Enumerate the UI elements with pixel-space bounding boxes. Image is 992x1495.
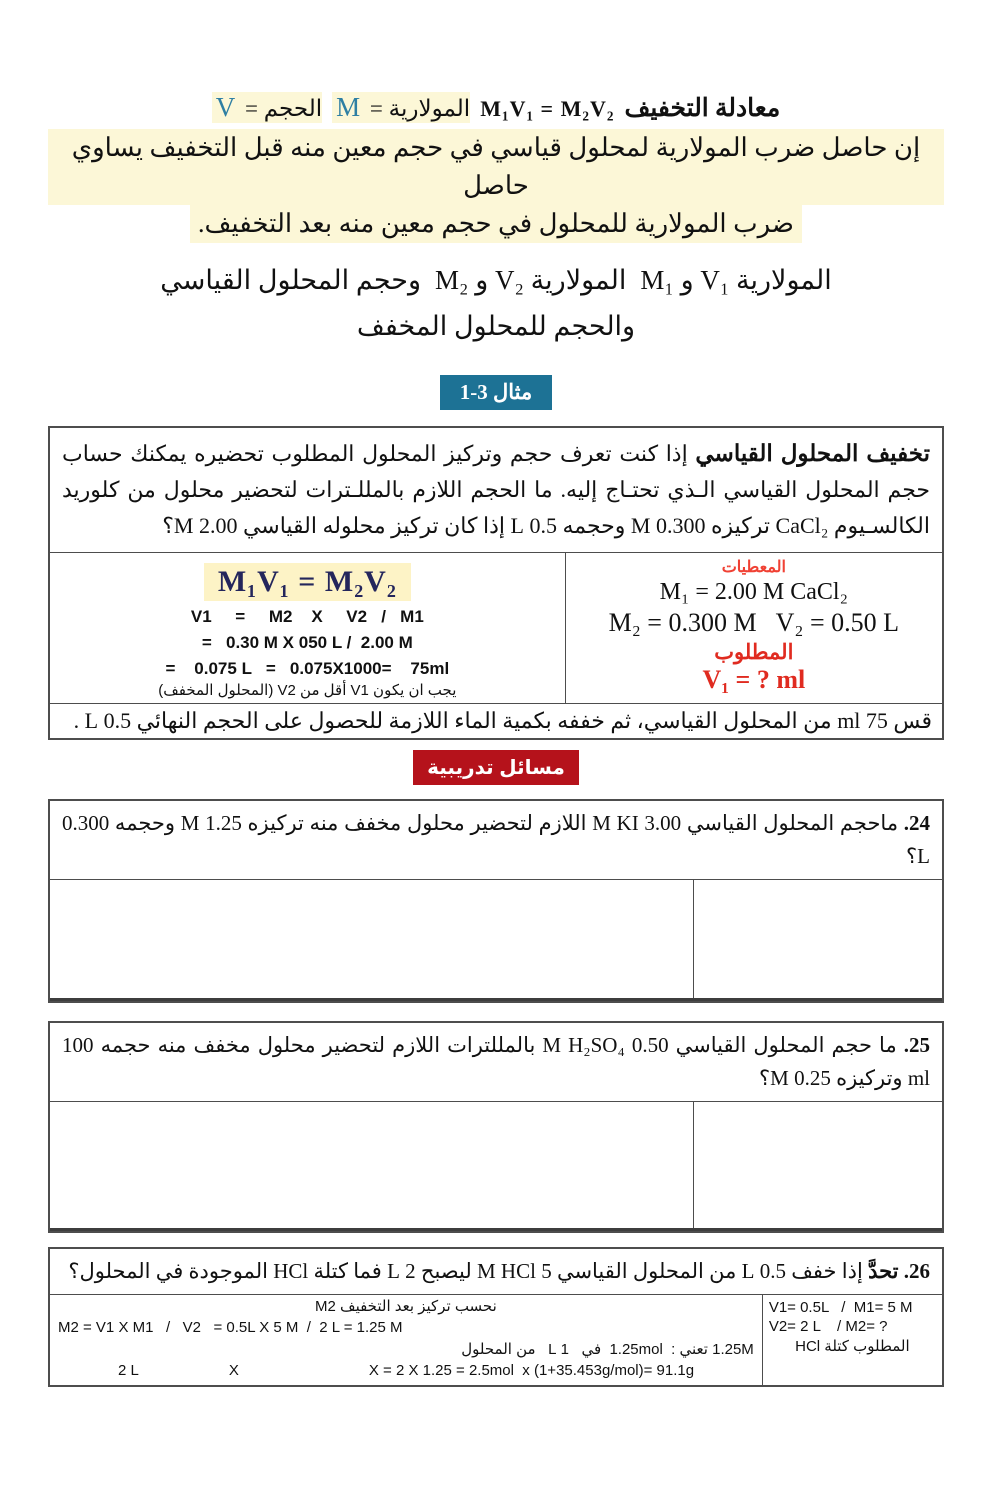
problem-26-work-cell [50, 1295, 762, 1385]
p26-work-line-2: M2 = V1 X M1 / V2 = 0.5L X 5 M / 2 L = 1.25 M [58, 1319, 403, 1336]
variables-segment-m2v2: M₂ و V₂ المولارية [435, 265, 627, 295]
required-title: المطلوب [714, 640, 794, 664]
problem-24-number: 24. [903, 811, 931, 835]
page-title: معادلة التخفيف [624, 95, 781, 122]
molarity-definition [332, 92, 470, 123]
dilution-formula-highlighted: M₁V₁ = M₂V₂ [204, 563, 411, 601]
problem-25-answer-area [50, 1101, 942, 1231]
given-2: M₂ = 0.300 M V₂ = 0.50 L [608, 608, 900, 637]
problem-26-challenge-label: تحدَّ [868, 1259, 899, 1283]
p26-work-line-1: نحسب تركيز بعد التخفيف M2 [315, 1298, 497, 1315]
definition-paragraph [48, 129, 944, 243]
problem-26-text: إذا خفف 0.5 L من المحلول القياسي 5 M HCl ليصبح 2 L فما كتلة HCl الموجودة في المحلول؟ [68, 1259, 869, 1283]
volume-symbol: V [215, 92, 236, 122]
p26-work-line-4 [58, 1362, 754, 1379]
variables-segment-m1v1: M₁ و V₁ المولارية [640, 265, 832, 295]
volume-equals-label: = الحجم [245, 96, 323, 121]
problem-24-answer-area [50, 879, 942, 1001]
example-badge: مثال 3-1 [440, 375, 553, 410]
problem-25-number: 25. [903, 1033, 931, 1057]
problem-26-number: 26. [903, 1259, 930, 1283]
p26-work-line4-x: X [228, 1362, 239, 1379]
problem-24-box [48, 799, 944, 1003]
example-problem-statement [50, 428, 942, 552]
problem-24-question [50, 801, 942, 879]
problem-26-question [50, 1249, 942, 1294]
equation-title-row [48, 92, 944, 123]
volume-definition [212, 92, 322, 123]
example-box [48, 426, 944, 740]
p26-given-line-3: المطلوب كتلة HCl [795, 1338, 910, 1355]
variables-note [48, 257, 944, 349]
problem-26-givens-cell [762, 1295, 942, 1385]
problem-25-question [50, 1023, 942, 1101]
solution-line-3: = 0.075 L = 0.075X1000= 75ml [165, 659, 450, 678]
p26-work-line4-calculation: X = 2 X 1.25 = 2.5mol x (1+35.453g/mol)= 91.1g [368, 1362, 695, 1379]
worksheet-page [0, 92, 992, 1387]
variables-segment-standard: وحجم المحلول القياسي [160, 265, 422, 295]
solution-note: يجب ان يكون V1 أقل من V2 (المحلول المخفف) [158, 682, 457, 699]
problem-24-answer-main [50, 880, 693, 998]
example-givens-cell [565, 553, 942, 703]
variables-note-line-1 [48, 257, 944, 303]
molarity-symbol: M [336, 92, 361, 122]
example-solution-cell [50, 553, 565, 703]
problem-26-solution-area [50, 1294, 942, 1385]
given-1: M₁ = 2.00 M CaCl₂ [659, 579, 848, 605]
problem-24-answer-side [693, 880, 942, 998]
practice-problems-badge: مسائل تدريبية [413, 750, 579, 785]
solution-line-2: = 0.30 M X 050 L / 2.00 M [201, 633, 413, 652]
givens-title: المعطيات [721, 559, 786, 576]
problem-25-text: ما حجم المحلول القياسي 0.50 M H₂SO₄ بالمللترات اللازم لتحضير محلول مخفف منه حجمه 100 ml وتركيزه 0.25 M؟ [62, 1033, 930, 1090]
solution-line-1: V1 = M2 X V2 / M1 [190, 607, 424, 626]
problem-25-answer-side [693, 1102, 942, 1228]
problem-24-text: ماحجم المحلول القياسي 3.00 M KI اللازم لتحضير محلول مخفف منه تركيزه 1.25 M وحجمه 0.300 L؟ [62, 811, 930, 868]
example-problem-lead: تخفيف المحلول القياسي [695, 441, 930, 466]
p26-given-line-2: V2= 2 L / M2= ? [768, 1318, 888, 1335]
p26-work-line-3: 1.25M تعني : 1.25mol في 1 L من المحلول [461, 1341, 754, 1358]
required-value: V₁ = ? ml [702, 665, 806, 694]
definition-line-2: ضرب المولارية للمحلول في حجم معين منه بعد التخفيف. [190, 205, 802, 243]
problem-25-answer-main [50, 1102, 693, 1228]
molarity-equals-label: = المولارية [369, 96, 471, 121]
example-problem-text: إذا كنت تعرف حجم وتركيز المحلول المطلوب تحضيره يمكنك حساب حجم المحلول القياسي الـذي تحتـاج إليه. ما الحجم اللازم بالمللـترات لتحضير محلول من كلوريد الكالسـيوم CaCl₂ تركيزه 0.300 M وحجمه 0.5 L إذا كان تركيز محلوله القياسي 2.00 M؟ [62, 441, 930, 538]
problem-25-box [48, 1021, 944, 1233]
definition-line-1: إن حاصل ضرب المولارية لمحلول قياسي في حجم معين منه قبل التخفيف يساوي حاصل [48, 129, 944, 205]
example-middle-row [50, 552, 942, 703]
example-footer-instruction: قس 75 ml من المحلول القياسي، ثم خففه بكمية الماء اللازمة للحصول على الحجم النهائي 0.5 L . [50, 703, 942, 738]
dilution-equation: M₁V₁ = M₂V₂ [480, 96, 615, 121]
problem-26-box [48, 1247, 944, 1387]
p26-given-line-1: V1= 0.5L / M1= 5 M [768, 1299, 913, 1316]
variables-note-line-2: والحجم للمحلول المخفف [356, 311, 636, 341]
p26-work-line4-volume: 2 L [118, 1362, 139, 1379]
